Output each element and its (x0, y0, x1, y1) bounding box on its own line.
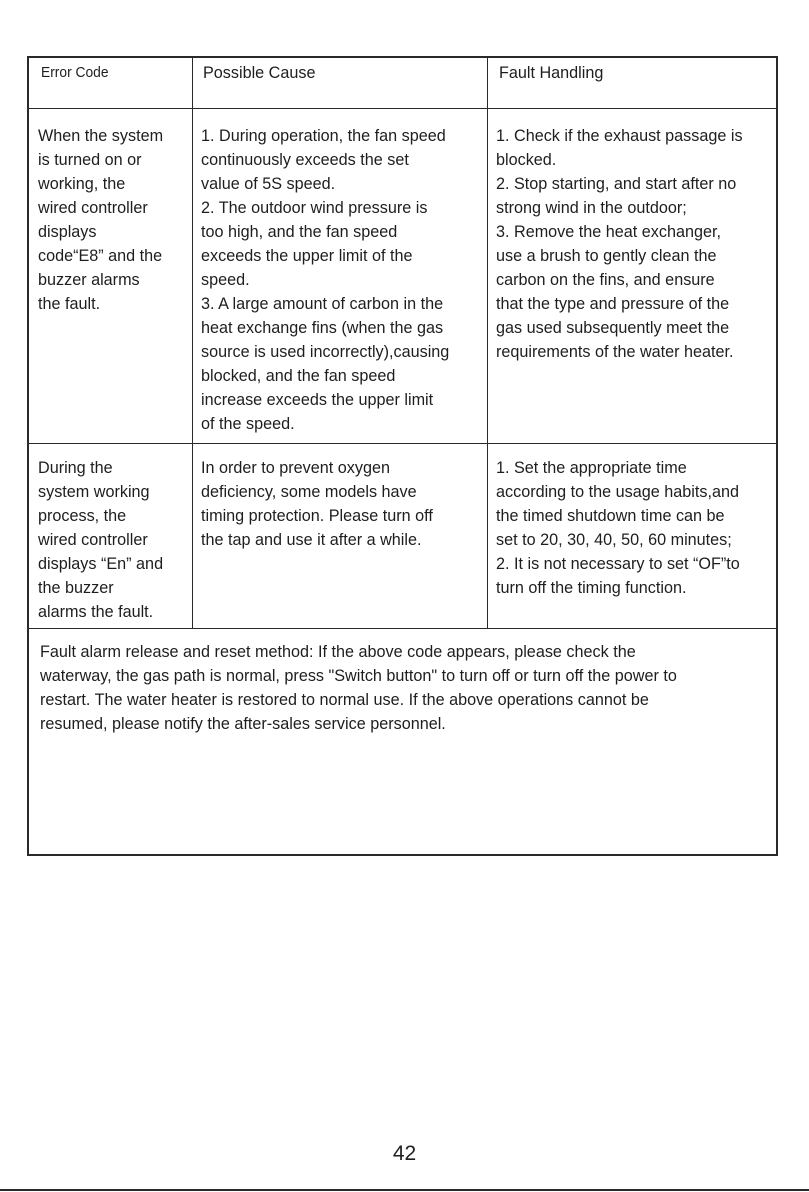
text-line: source is used incorrectly),causing (201, 343, 450, 361)
text-line: gas used subsequently meet the (496, 319, 730, 337)
text-line: increase exceeds the upper limit (201, 391, 434, 409)
text-line: the timed shutdown time can be (496, 507, 725, 525)
text-line: 2. The outdoor wind pressure is (201, 199, 428, 217)
row2-fault-handling (496, 456, 740, 600)
text-line: restart. The water heater is restored to normal use. If the above operations cannot be (40, 691, 649, 709)
text-line: exceeds the upper limit of the (201, 247, 413, 265)
text-line: waterway, the gas path is normal, press "Switch button" to turn off or turn off the power to (40, 667, 677, 685)
text-line: too high, and the fan speed (201, 223, 398, 241)
reset-method-note (40, 640, 677, 736)
header-possible-cause: Possible Cause (203, 64, 316, 82)
text-line: system working (38, 483, 150, 501)
text-line: heat exchange fins (when the gas (201, 319, 444, 337)
text-line: of the speed. (201, 415, 295, 433)
column-divider-1 (192, 57, 193, 629)
row-divider-1 (28, 443, 778, 444)
text-line: 1. Set the appropriate time (496, 459, 687, 477)
text-line: code“E8” and the (38, 247, 163, 265)
text-line: wired controller (38, 199, 148, 217)
text-line: is turned on or (38, 151, 142, 169)
text-line: continuously exceeds the set (201, 151, 409, 169)
row-divider-2 (28, 628, 778, 629)
text-line: wired controller (38, 531, 148, 549)
text-line: blocked, and the fan speed (201, 367, 396, 385)
text-line: according to the usage habits,and (496, 483, 739, 501)
header-divider (28, 108, 778, 109)
row2-error-code (38, 456, 163, 624)
text-line: use a brush to gently clean the (496, 247, 717, 265)
row2-possible-cause (201, 456, 433, 552)
text-line: value of 5S speed. (201, 175, 336, 193)
text-line: During the (38, 459, 113, 477)
row1-error-code (38, 124, 163, 316)
text-line: that the type and pressure of the (496, 295, 730, 313)
text-line: 3. A large amount of carbon in the (201, 295, 444, 313)
text-line: deficiency, some models have (201, 483, 417, 501)
text-line: buzzer alarms (38, 271, 140, 289)
text-line: 1. During operation, the fan speed (201, 127, 446, 145)
text-line: 3. Remove the heat exchanger, (496, 223, 721, 241)
bottom-rule (0, 1189, 809, 1191)
text-line: process, the (38, 507, 127, 525)
text-line: blocked. (496, 151, 557, 169)
text-line: requirements of the water heater. (496, 343, 734, 361)
row1-possible-cause (201, 124, 449, 436)
text-line: strong wind in the outdoor; (496, 199, 687, 217)
header-fault-handling: Fault Handling (499, 64, 604, 82)
column-divider-2 (487, 57, 488, 629)
row1-fault-handling (496, 124, 743, 364)
text-line: carbon on the fins, and ensure (496, 271, 715, 289)
text-line: displays “En” and (38, 555, 164, 573)
text-line: the fault. (38, 295, 101, 313)
text-line: set to 20, 30, 40, 50, 60 minutes; (496, 531, 732, 549)
text-line: the tap and use it after a while. (201, 531, 422, 549)
text-line: 2. It is not necessary to set “OF”to (496, 555, 740, 573)
text-line: 2. Stop starting, and start after no (496, 175, 737, 193)
text-line: timing protection. Please turn off (201, 507, 433, 525)
text-line: In order to prevent oxygen (201, 459, 390, 477)
text-line: speed. (201, 271, 250, 289)
text-line: When the system (38, 127, 164, 145)
text-line: turn off the timing function. (496, 579, 687, 597)
text-line: 1. Check if the exhaust passage is (496, 127, 743, 145)
text-line: resumed, please notify the after-sales service personnel. (40, 715, 446, 733)
page-number: 42 (392, 1142, 417, 1165)
text-line: the buzzer (38, 579, 114, 597)
text-line: displays (38, 223, 97, 241)
text-line: Fault alarm release and reset method: If the above code appears, please check the (40, 643, 636, 661)
text-line: working, the (38, 175, 126, 193)
text-line: alarms the fault. (38, 603, 154, 621)
header-error-code: Error Code (41, 64, 109, 81)
